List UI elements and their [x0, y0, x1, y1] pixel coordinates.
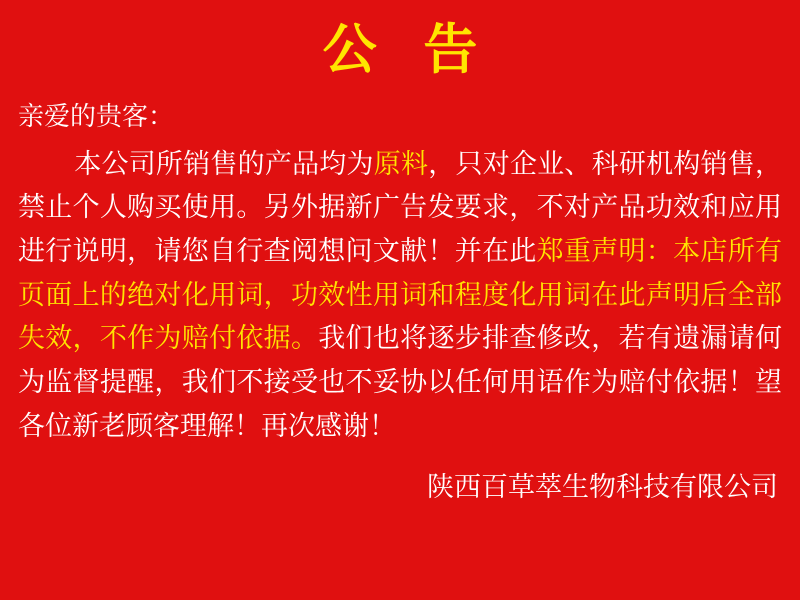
body-segment-one: 本公司所销售的产品均为 [74, 148, 374, 180]
body-segment-three: 我们也将逐步排查修改，若有遗漏请何为监督提醒，我们不接受也不妥协以任何用语作为赔付依据！望各位新老顾客理解！再次感谢！ [18, 323, 783, 442]
salutation-text: 亲爱的贵客： [18, 101, 175, 132]
page-title: 公 告 [322, 18, 492, 81]
company-signature: 陕西百草萃生物科技有限公司 [427, 471, 778, 503]
highlight-raw-material: 原料 [373, 148, 429, 180]
announcement-body [18, 143, 782, 449]
body-segment-two: ，只对企业、科研机构销售，禁止个人购买使用。另外据新广告发要求，不对产品功效和应用进行说明，请您自行查阅想问文献！并在此 [18, 148, 783, 267]
highlight-solemn-declaration: 郑重声明：本店所有页面上的绝对化用词，功效性用词和程度化用词在此声明后全部失效，不作为赔付依据。 [18, 235, 783, 355]
